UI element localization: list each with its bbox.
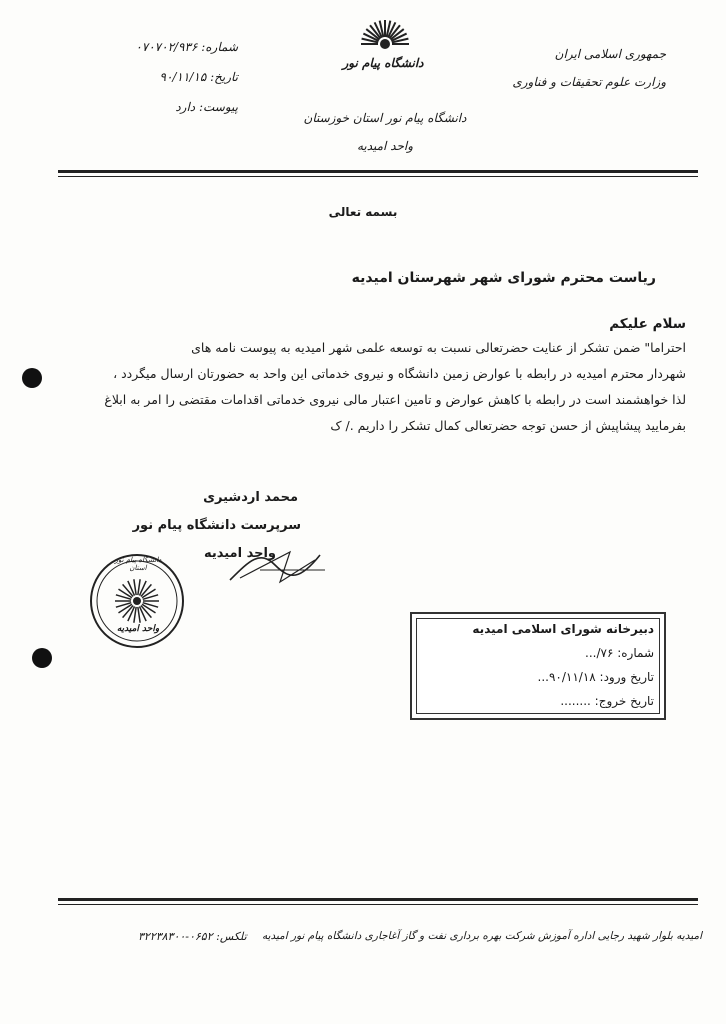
- footer-address: امیدیه بلوار شهید رجایی اداره آموزش شرکت بهره برداری نفت و گاز آغاجاری دانشگاه پیام نور امیدیه: [261, 930, 702, 942]
- body-line-2: شهردار محترم امیدیه در رابطه با عوارض زمین دانشگاه و نیروی خدماتی این واحد به حضورتان ارسال میگردد ،: [113, 366, 686, 381]
- logo-caption: دانشگاه پیام نور: [342, 56, 424, 70]
- body-line-4: بفرمایید پیشاپیش از حسن توجه حضرتعالی کمال تشکر را داریم ./ ک: [330, 418, 686, 433]
- body-line-1: احتراما" ضمن تشکر از عنایت حضرتعالی نسبت به توسعه علمی شهر امیدیه به پیوست نامه های: [191, 340, 686, 355]
- invocation: بسمه تعالی: [328, 205, 398, 219]
- letter-attachment: پیوست: دارد: [175, 100, 238, 114]
- university-branch-block: [300, 104, 470, 160]
- registry-stamp-number: شماره: ۷۶/...: [585, 646, 654, 660]
- signer-title: سرپرست دانشگاه پیام نور: [132, 518, 301, 533]
- letter-date: تاریخ: ۹۰/۱۱/۱۵: [159, 70, 238, 84]
- registry-stamp: [410, 612, 666, 720]
- registry-stamp-entry-date: تاریخ ورود: ۹۰/۱۱/۱۸...: [537, 670, 654, 684]
- registry-stamp-exit-date: تاریخ خروج: ........: [560, 694, 654, 708]
- registry-stamp-title: دبیرخانه شورای اسلامی امیدیه: [472, 622, 654, 636]
- seal-ring-text: دانشگاه پیام نور استان: [114, 556, 162, 572]
- punch-hole-bottom: [32, 648, 52, 668]
- letter-meta: [118, 32, 238, 122]
- branch-line-2: واحد امیدیه: [356, 139, 414, 153]
- footer-rule-thin: [58, 904, 698, 905]
- signer-name: محمد اردشیری: [203, 490, 298, 505]
- seal-bottom-text: واحد امیدیه: [116, 624, 160, 634]
- footer-fax: تلکس: ۰۶۵۲-۳۲۲۳۸۳۰۰: [138, 930, 247, 943]
- header-rule-thin: [58, 176, 698, 177]
- ministry-block: [512, 40, 666, 96]
- branch-line-1: دانشگاه پیام نور استان خوزستان: [303, 111, 467, 125]
- greeting: سلام علیکم: [609, 316, 686, 332]
- header-rule-thick: [58, 170, 698, 173]
- recipient: ریاست محترم شورای شهر شهرستان امیدیه: [351, 270, 656, 286]
- handwritten-signature: [220, 540, 330, 590]
- republic-line: جمهوری اسلامی ایران: [554, 47, 666, 61]
- footer-rule-thick: [58, 898, 698, 901]
- ministry-line: وزارت علوم تحقیقات و فناوری: [512, 75, 666, 89]
- body-line-3: لذا خواهشمند است در رابطه با کاهش عوارض و تامین اعتبار مالی نیروی خدماتی اقدامات مقتضی را امر به ابلاغ: [104, 392, 686, 407]
- punch-hole-top: [22, 368, 42, 388]
- signer-unit: واحد امیدیه: [203, 546, 276, 561]
- letter-number: شماره: ۰۷۰۷۰۲/۹۳۶: [135, 40, 238, 54]
